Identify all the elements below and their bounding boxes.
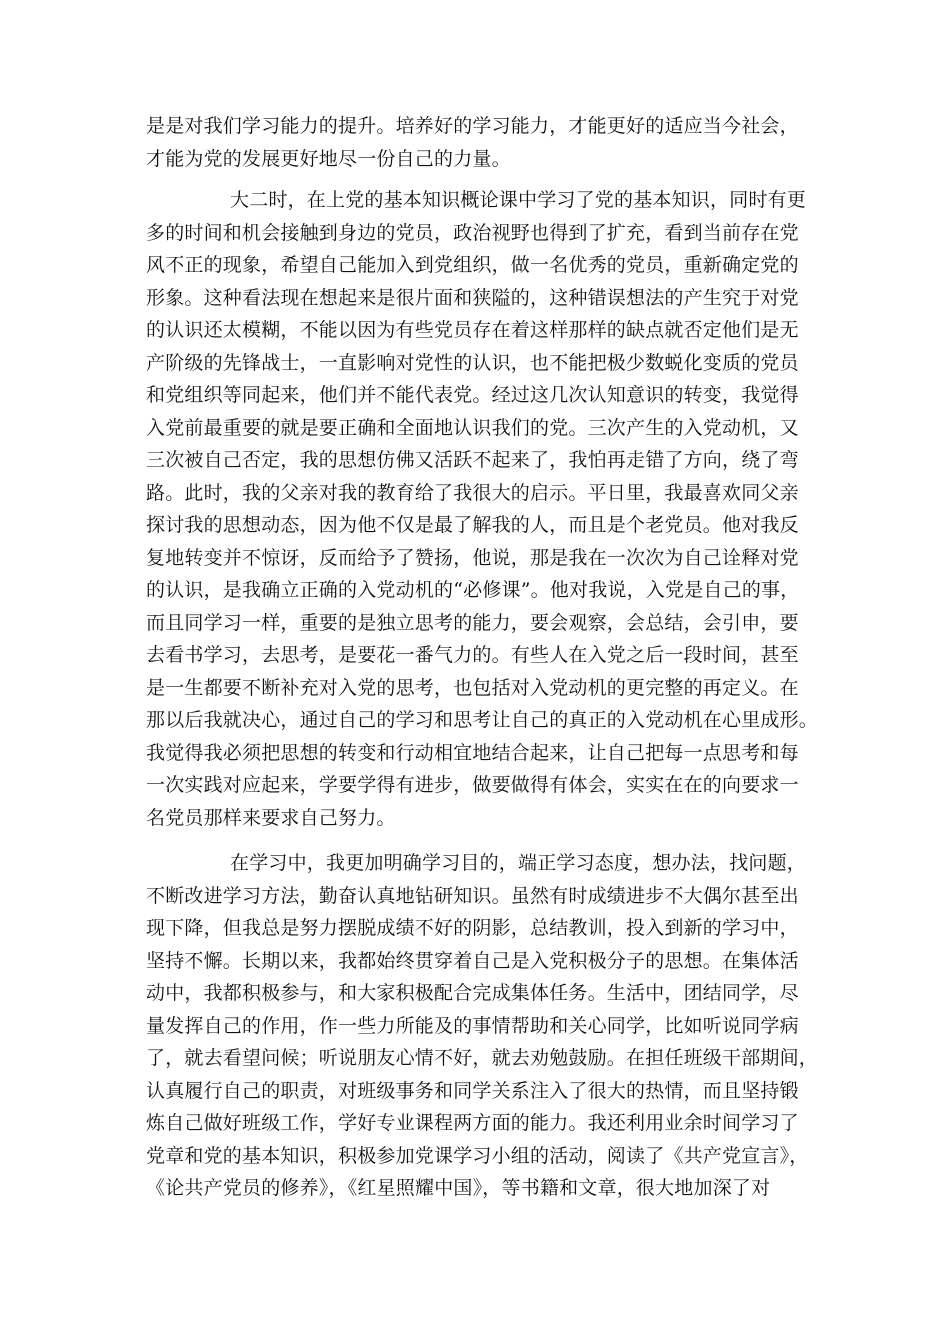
paragraph-line: 多的时间和机会接触到身边的党员，政治视野也得到了扩充，看到当前存在党 — [146, 221, 799, 244]
paragraph-line: 一次实践对应起来，学要学得有进步，做要做得有体会，实实在在的向要求一 — [146, 774, 799, 796]
paragraph-line: 我觉得我必须把思想的转变和行动相宜地结合起来，让自己把每一点思考和每 — [146, 741, 799, 764]
paragraph-line: 路。此时，我的父亲对我的教育给了我很大的启示。平日里，我最喜欢同父亲 — [146, 481, 799, 504]
paragraph-line: 产阶级的先锋战士，一直影响对党性的认识，也不能把极少数蜕化变质的党员 — [146, 351, 799, 374]
paragraph-line: 三次被自己否定，我的思想仿佛又活跃不起来了，我怕再走错了方向，绕了弯 — [146, 449, 799, 471]
paragraph-line: 党章和党的基本知识，积极参加党课学习小组的活动，阅读了《共产党宣言》， — [146, 1144, 809, 1167]
paragraph-line: 形象。这种看法现在想起来是很片面和狭隘的，这种错误想法的产生究于对党 — [146, 286, 799, 309]
paragraph-line: 入党前最重要的就是要正确和全面地认识我们的党。三次产生的入党动机，又 — [146, 416, 799, 439]
paragraph-line: 而且同学习一样，重要的是独立思考的能力，要会观察，会总结，会引申，要 — [146, 611, 799, 634]
paragraph-line: 复地转变并不惊讶，反而给予了赞扬，他说，那是我在一次次为自己诠释对党 — [146, 546, 799, 569]
paragraph-line: 探讨我的思想动态，因为他不仅是最了解我的人，而且是个老党员。他对我反 — [146, 514, 799, 536]
paragraph-line: 动中，我都积极参与，和大家积极配合完成集体任务。生活中，团结同学，尽 — [146, 982, 799, 1004]
paragraph-line: 炼自己做好班级工作，学好专业课程两方面的能力。我还利用业余时间学习了 — [146, 1112, 799, 1134]
paragraph-line: 坚持不懈。长期以来，我都始终贯穿着自己是入党积极分子的思想。在集体活 — [146, 949, 799, 972]
paragraph-line: 大二时，在上党的基本知识概论课中学习了党的基本知识，同时有更 — [230, 189, 807, 211]
paragraph-line: 的认识还太模糊，不能以因为有些党员存在着这样那样的缺点就否定他们是无 — [146, 319, 799, 341]
paragraph-line: 在学习中，我更加明确学习目的，端正学习态度，想办法，找问题， — [230, 852, 807, 874]
paragraph-line: 和党组织等同起来，他们并不能代表党。经过这几次认知意识的转变，我觉得 — [146, 384, 799, 406]
paragraph-line: 风不正的现象，希望自己能加入到党组织，做一名优秀的党员，重新确定党的 — [146, 254, 799, 276]
paragraph-2 — [146, 184, 819, 834]
paragraph-line: 去看书学习，去思考，是要花一番气力的。有些人在入党之后一段时间，甚至 — [146, 644, 799, 666]
paragraph-3 — [146, 847, 819, 1205]
paragraph-line: 的认识，是我确立正确的入党动机的“必修课”。他对我说，入党是自己的事， — [146, 579, 800, 601]
paragraph-line: 名党员那样来要求自己努力。 — [146, 806, 396, 829]
paragraph-1 — [146, 110, 806, 175]
paragraph-line: 认真履行自己的职责，对班级事务和同学关系注入了很大的热情，而且坚持锻 — [146, 1079, 799, 1102]
paragraph-line: 现下降，但我总是努力摆脱成绩不好的阴影，总结教训，投入到新的学习中， — [146, 917, 799, 939]
paragraph-line: 那以后我就决心，通过自己的学习和思考让自己的真正的入党动机在心里成形。 — [146, 709, 819, 731]
paragraph-line: 量发挥自己的作用，作一些力所能及的事情帮助和关心同学，比如听说同学病 — [146, 1014, 799, 1037]
paragraph-line: 不断改进学习方法，勤奋认真地钻研知识。虽然有时成绩进步不大偶尔甚至出 — [146, 884, 799, 907]
paragraph-line: 是是对我们学习能力的提升。培养好的学习能力，才能更好的适应当今社会， — [146, 115, 799, 137]
paragraph-line: 是一生都要不断补充对入党的思考，也包括对入党动机的更完整的再定义。在 — [146, 676, 799, 699]
paragraph-line: 《论共产党员的修养》，《红星照耀中国》，等书籍和文章，很大地加深了对 — [146, 1177, 771, 1199]
paragraph-line: 了，就去看望问候；听说朋友心情不好，就去劝勉鼓励。在担任班级干部期间， — [146, 1047, 819, 1069]
paragraph-line: 才能为党的发展更好地尽一份自己的力量。 — [146, 147, 511, 170]
